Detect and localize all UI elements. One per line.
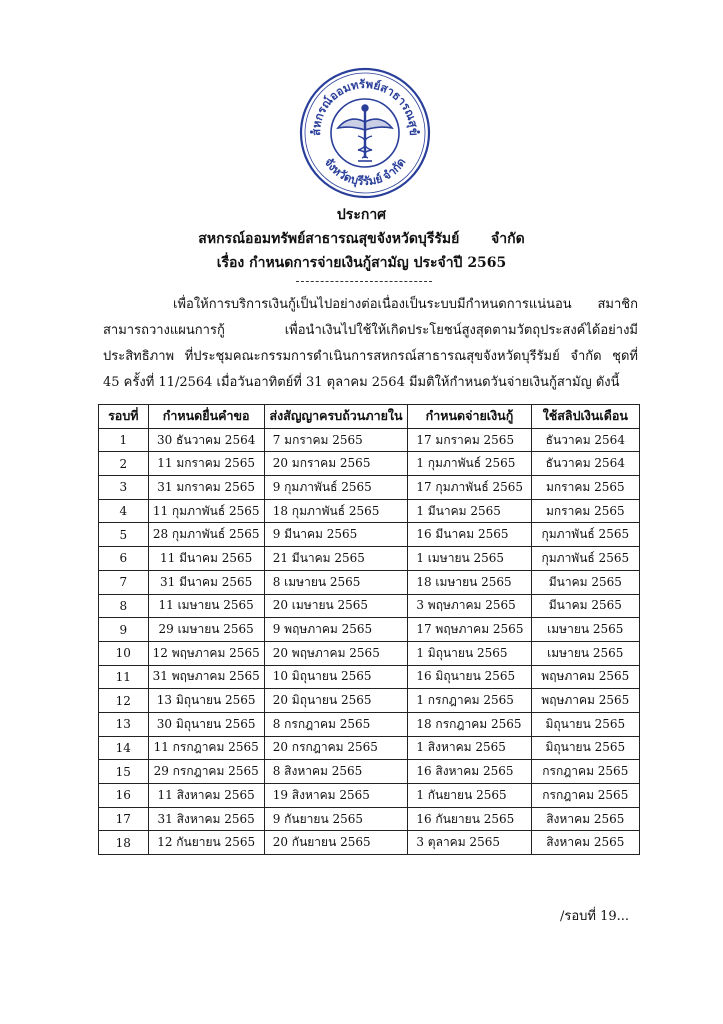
cell-contract-deadline: 20 มกราคม 2565 <box>264 452 408 476</box>
cell-contract-deadline: 19 สิงหาคม 2565 <box>264 784 408 808</box>
intro-text: เพื่อให้การบริการเงินกู้เป็นไปอย่างต่อเนื่องเป็นระบบมีกำหนดการแน่นอน สมาชิกสามารถวางแผนการกู้ เพื่อนำเงินไปใช้ให้เกิดประโยชน์สูงสุดตามวัตถุประสงค์ได้อย่างมีประสิทธิภาพ ที่ประชุมคณะกรรมการดำเนินการสหกรณ์สาธารณสุขจังหวัดบุรีรัมย์ จำกัด ชุดที่ 45 ครั้งที่ 11/2564 เมื่อวันอาทิตย์ที่ 31 ตุลาคม 2564 มีมติให้กำหนดวันจ่ายเงินกู้สามัญ ดังนี้ <box>103 297 638 390</box>
column-header-payment-date: กำหนดจ่ายเงินกู้ <box>408 405 531 429</box>
cell-round-number: 11 <box>99 665 149 689</box>
cell-request-deadline: 31 พฤษภาคม 2565 <box>148 665 264 689</box>
cell-payment-date: 17 พฤษภาคม 2565 <box>408 618 531 642</box>
table-row <box>99 807 640 831</box>
cell-payment-date: 1 เมษายน 2565 <box>408 547 531 571</box>
cell-request-deadline: 12 พฤษภาคม 2565 <box>148 641 264 665</box>
cell-payment-date: 16 มีนาคม 2565 <box>408 523 531 547</box>
cell-payment-date: 1 สิงหาคม 2565 <box>408 736 531 760</box>
table-row <box>99 831 640 855</box>
announcement-header <box>0 203 723 275</box>
intro-paragraph <box>103 292 638 396</box>
table-row <box>99 760 640 784</box>
cell-salary-slip-month: กรกฎาคม 2565 <box>531 784 639 808</box>
cell-round-number: 2 <box>99 452 149 476</box>
cell-round-number: 14 <box>99 736 149 760</box>
cell-salary-slip-month: พฤษภาคม 2565 <box>531 689 639 713</box>
cell-contract-deadline: 20 พฤษภาคม 2565 <box>264 641 408 665</box>
table-row <box>99 784 640 808</box>
cell-request-deadline: 29 เมษายน 2565 <box>148 618 264 642</box>
cell-request-deadline: 30 ธันวาคม 2564 <box>148 428 264 452</box>
cell-contract-deadline: 8 กรกฎาคม 2565 <box>264 712 408 736</box>
cell-salary-slip-month: กุมภาพันธ์ 2565 <box>531 523 639 547</box>
cell-payment-date: 17 กุมภาพันธ์ 2565 <box>408 476 531 500</box>
table-header-row <box>99 405 640 429</box>
cell-round-number: 16 <box>99 784 149 808</box>
cell-request-deadline: 11 มกราคม 2565 <box>148 452 264 476</box>
cell-payment-date: 1 กันยายน 2565 <box>408 784 531 808</box>
cell-request-deadline: 29 กรกฎาคม 2565 <box>148 760 264 784</box>
table-row <box>99 641 640 665</box>
cell-salary-slip-month: เมษายน 2565 <box>531 618 639 642</box>
continued-note: /รอบที่ 19... <box>560 909 630 924</box>
cell-request-deadline: 28 กุมภาพันธ์ 2565 <box>148 523 264 547</box>
organization-suffix: จำกัด <box>491 231 525 247</box>
cell-salary-slip-month: ธันวาคม 2564 <box>531 452 639 476</box>
cell-payment-date: 18 เมษายน 2565 <box>408 570 531 594</box>
cell-contract-deadline: 8 เมษายน 2565 <box>264 570 408 594</box>
table-row <box>99 736 640 760</box>
cell-salary-slip-month: สิงหาคม 2565 <box>531 807 639 831</box>
cell-contract-deadline: 20 มิถุนายน 2565 <box>264 689 408 713</box>
organization-name: สหกรณ์ออมทรัพย์สาธารณสุขจังหวัดบุรีรัมย์ <box>198 231 460 247</box>
cell-contract-deadline: 20 เมษายน 2565 <box>264 594 408 618</box>
cell-salary-slip-month: เมษายน 2565 <box>531 641 639 665</box>
table-row <box>99 665 640 689</box>
cell-round-number: 15 <box>99 760 149 784</box>
column-header-request-deadline: กำหนดยื่นคำขอ <box>148 405 264 429</box>
cell-salary-slip-month: พฤษภาคม 2565 <box>531 665 639 689</box>
cell-round-number: 6 <box>99 547 149 571</box>
cell-contract-deadline: 7 มกราคม 2565 <box>264 428 408 452</box>
table-row <box>99 452 640 476</box>
cell-round-number: 3 <box>99 476 149 500</box>
cell-contract-deadline: 9 กันยายน 2565 <box>264 807 408 831</box>
table-row <box>99 499 640 523</box>
cell-salary-slip-month: กรกฎาคม 2565 <box>531 760 639 784</box>
cell-payment-date: 16 มิถุนายน 2565 <box>408 665 531 689</box>
seal-bottom-text: จังหวัดบุรีรัมย์ จำกัด <box>321 156 409 189</box>
table-row <box>99 618 640 642</box>
cell-salary-slip-month: มิถุนายน 2565 <box>531 712 639 736</box>
cell-salary-slip-month: มีนาคม 2565 <box>531 594 639 618</box>
cell-request-deadline: 13 มิถุนายน 2565 <box>148 689 264 713</box>
cell-contract-deadline: 9 พฤษภาคม 2565 <box>264 618 408 642</box>
cell-request-deadline: 11 สิงหาคม 2565 <box>148 784 264 808</box>
table-body <box>99 428 640 854</box>
cell-contract-deadline: 21 มีนาคม 2565 <box>264 547 408 571</box>
cell-payment-date: 1 กรกฎาคม 2565 <box>408 689 531 713</box>
cell-contract-deadline: 8 สิงหาคม 2565 <box>264 760 408 784</box>
cell-contract-deadline: 9 กุมภาพันธ์ 2565 <box>264 476 408 500</box>
cell-round-number: 10 <box>99 641 149 665</box>
cell-round-number: 9 <box>99 618 149 642</box>
cell-round-number: 13 <box>99 712 149 736</box>
cell-request-deadline: 31 มกราคม 2565 <box>148 476 264 500</box>
table-row <box>99 428 640 452</box>
cell-payment-date: 16 กันยายน 2565 <box>408 807 531 831</box>
cell-payment-date: 1 มิถุนายน 2565 <box>408 641 531 665</box>
column-header-contract-deadline: ส่งสัญญาครบถ้วนภายใน <box>264 405 408 429</box>
cell-payment-date: 16 สิงหาคม 2565 <box>408 760 531 784</box>
cell-request-deadline: 11 กุมภาพันธ์ 2565 <box>148 499 264 523</box>
cell-salary-slip-month: มิถุนายน 2565 <box>531 736 639 760</box>
cell-salary-slip-month: มกราคม 2565 <box>531 499 639 523</box>
table-row <box>99 476 640 500</box>
cell-salary-slip-month: มกราคม 2565 <box>531 476 639 500</box>
column-header-round: รอบที่ <box>99 405 149 429</box>
cell-round-number: 7 <box>99 570 149 594</box>
cell-payment-date: 3 ตุลาคม 2565 <box>408 831 531 855</box>
seal-top-text: สหกรณ์ออมทรัพย์สาธารณสุข <box>310 78 420 136</box>
cell-contract-deadline: 20 กรกฎาคม 2565 <box>264 736 408 760</box>
cell-round-number: 4 <box>99 499 149 523</box>
table-row <box>99 689 640 713</box>
loan-schedule-table <box>98 404 640 855</box>
cell-request-deadline: 31 มีนาคม 2565 <box>148 570 264 594</box>
cooperative-seal-logo <box>298 66 432 200</box>
cell-payment-date: 17 มกราคม 2565 <box>408 428 531 452</box>
cell-round-number: 5 <box>99 523 149 547</box>
cell-round-number: 1 <box>99 428 149 452</box>
cell-round-number: 17 <box>99 807 149 831</box>
cell-request-deadline: 11 มีนาคม 2565 <box>148 547 264 571</box>
cell-payment-date: 3 พฤษภาคม 2565 <box>408 594 531 618</box>
organization-name-line <box>0 227 723 251</box>
column-header-salary-slip: ใช้สลิปเงินเดือน <box>531 405 639 429</box>
announcement-title: ประกาศ <box>336 207 387 223</box>
table-row <box>99 594 640 618</box>
header-divider <box>296 281 432 282</box>
cell-round-number: 8 <box>99 594 149 618</box>
cell-salary-slip-month: ธันวาคม 2564 <box>531 428 639 452</box>
cell-request-deadline: 30 มิถุนายน 2565 <box>148 712 264 736</box>
cell-payment-date: 1 มีนาคม 2565 <box>408 499 531 523</box>
table-row <box>99 712 640 736</box>
cell-request-deadline: 11 เมษายน 2565 <box>148 594 264 618</box>
cell-salary-slip-month: มีนาคม 2565 <box>531 570 639 594</box>
cell-request-deadline: 12 กันยายน 2565 <box>148 831 264 855</box>
cell-request-deadline: 11 กรกฎาคม 2565 <box>148 736 264 760</box>
cell-request-deadline: 31 สิงหาคม 2565 <box>148 807 264 831</box>
cell-contract-deadline: 18 กุมภาพันธ์ 2565 <box>264 499 408 523</box>
table-row <box>99 523 640 547</box>
cell-contract-deadline: 10 มิถุนายน 2565 <box>264 665 408 689</box>
cell-salary-slip-month: สิงหาคม 2565 <box>531 831 639 855</box>
cell-payment-date: 18 กรกฎาคม 2565 <box>408 712 531 736</box>
table-row <box>99 570 640 594</box>
cell-contract-deadline: 20 กันยายน 2565 <box>264 831 408 855</box>
cell-contract-deadline: 9 มีนาคม 2565 <box>264 523 408 547</box>
announcement-subject: เรื่อง กำหนดการจ่ายเงินกู้สามัญ ประจำปี 2565 <box>216 255 507 271</box>
cell-salary-slip-month: กุมภาพันธ์ 2565 <box>531 547 639 571</box>
cell-payment-date: 1 กุมภาพันธ์ 2565 <box>408 452 531 476</box>
cell-round-number: 18 <box>99 831 149 855</box>
table-row <box>99 547 640 571</box>
cell-round-number: 12 <box>99 689 149 713</box>
